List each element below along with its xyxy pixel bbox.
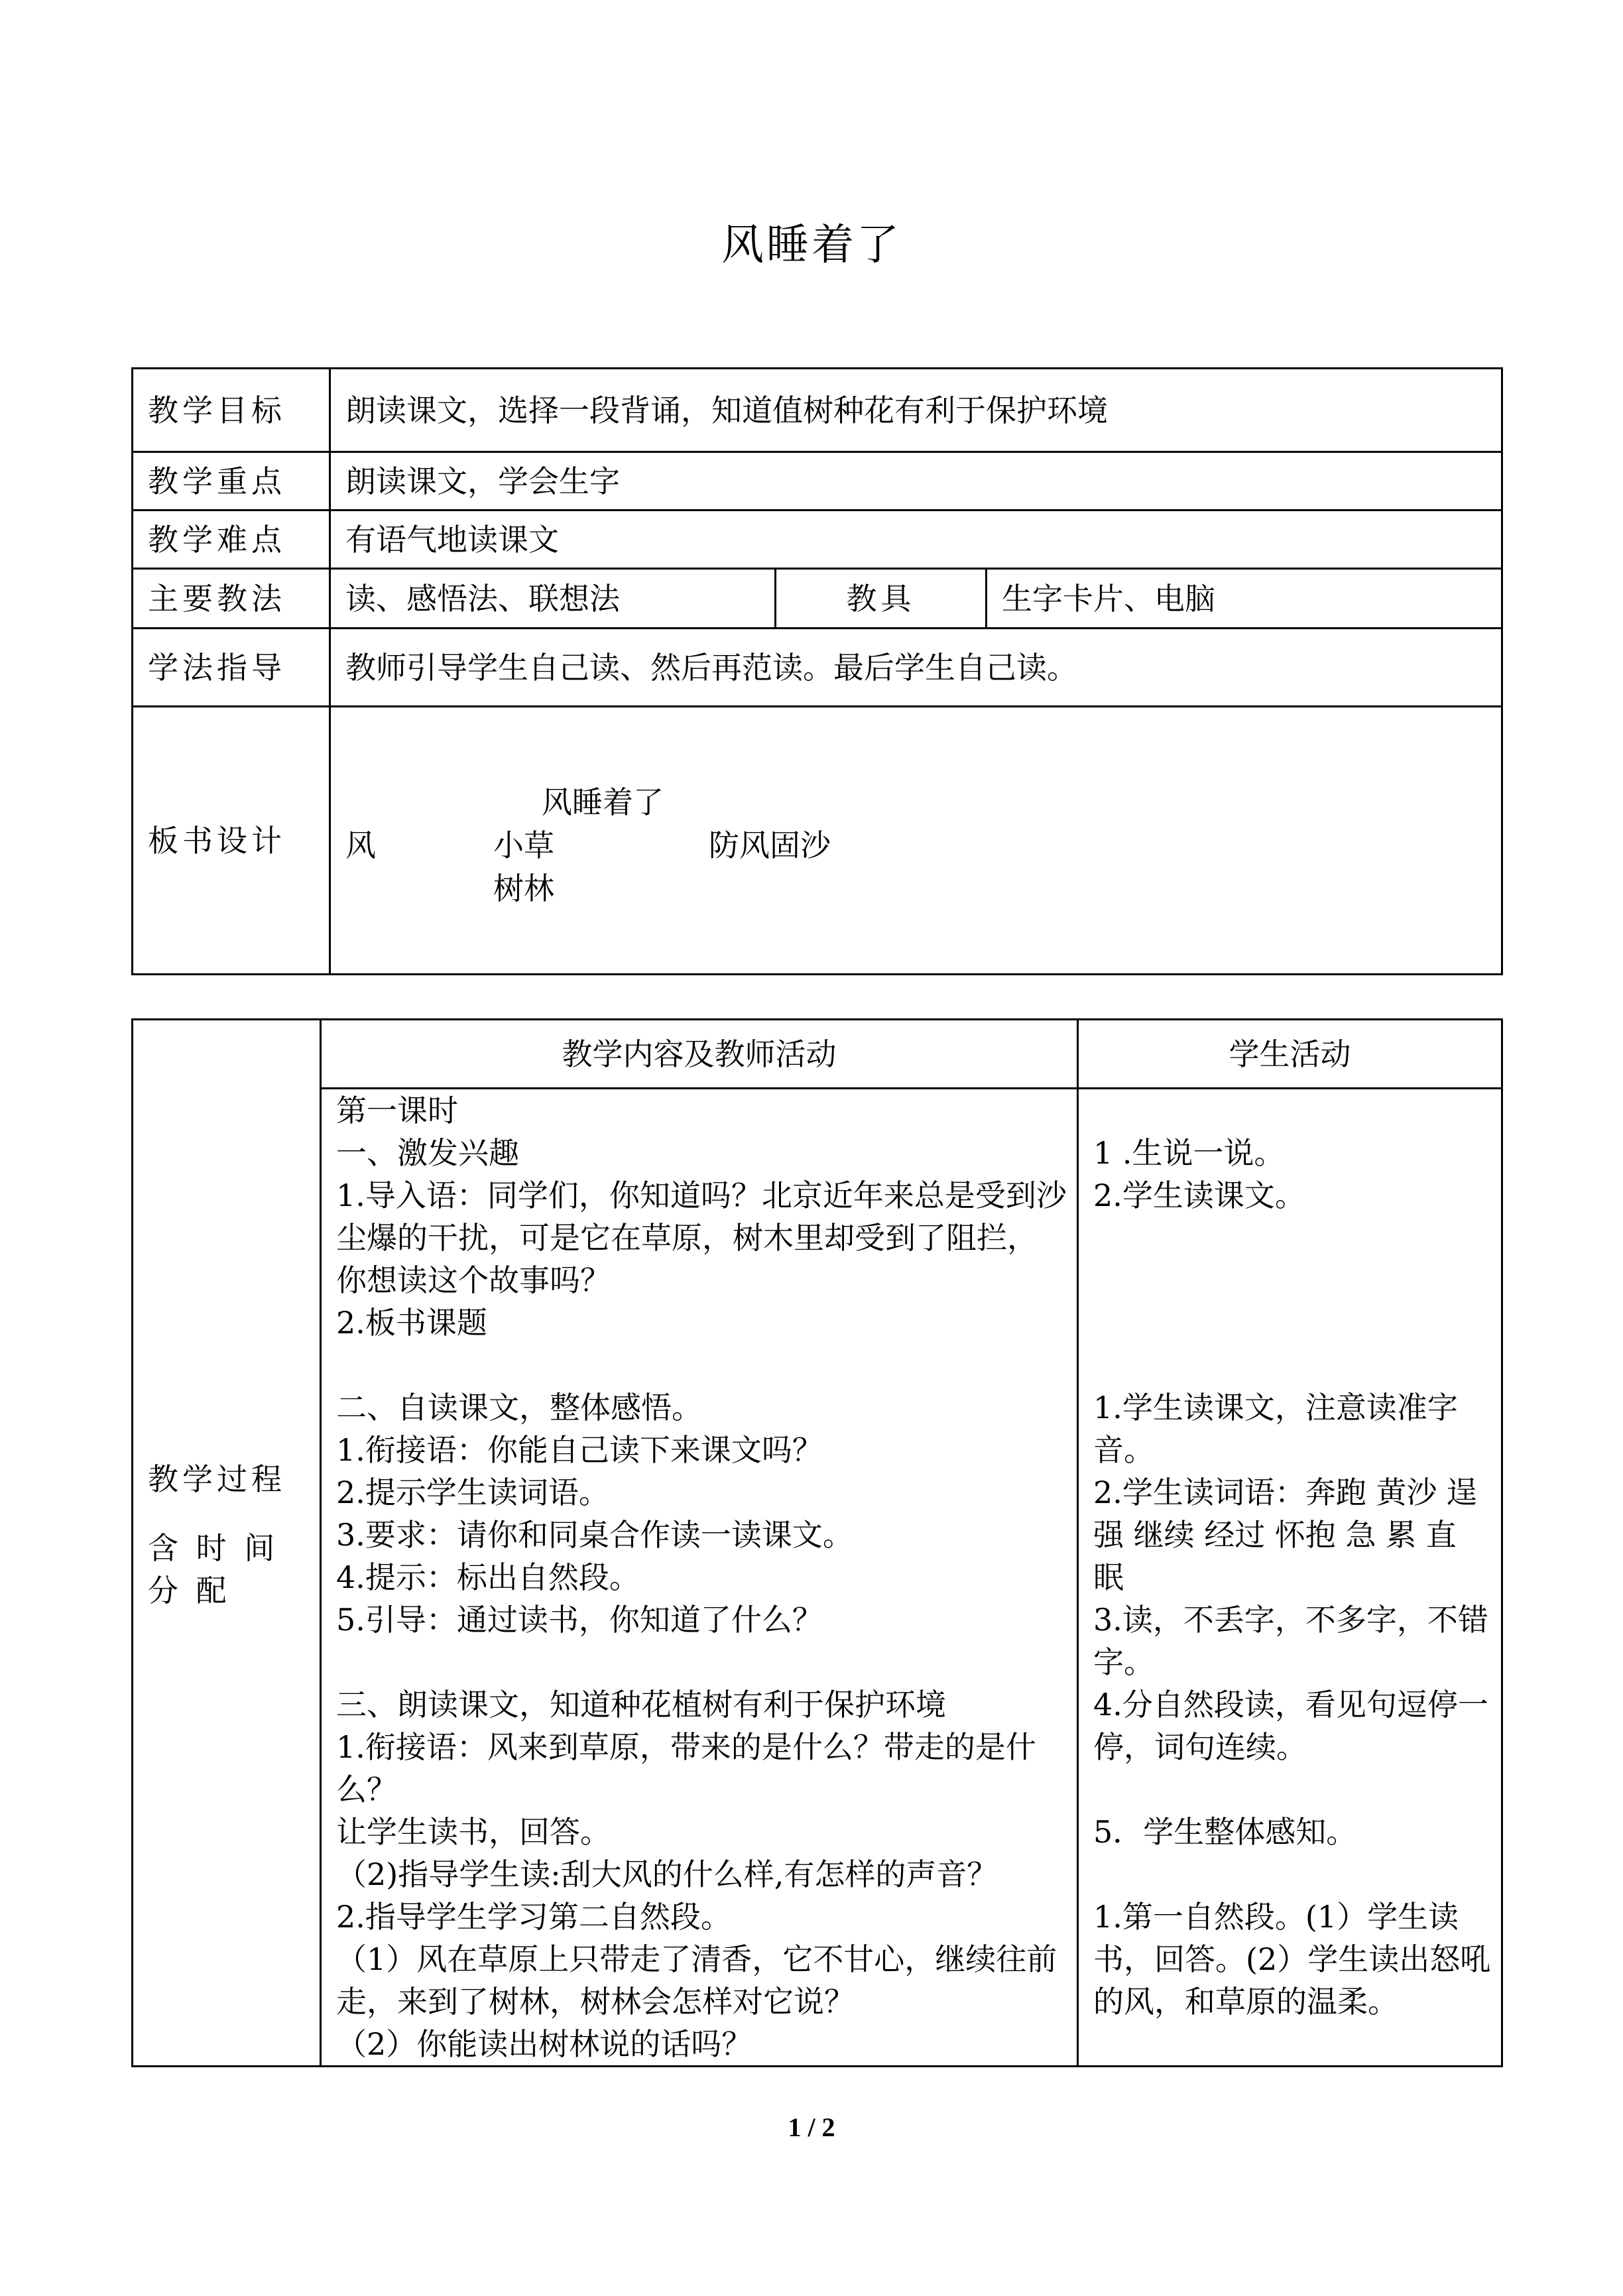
row-focus: [133, 452, 1502, 511]
student-line: 2.学生读词语：奔跑 黄沙 逞强 继续 经过 怀抱 急 累 直 眠: [1093, 1475, 1478, 1595]
row-difficulty: [133, 511, 1502, 569]
teacher-line: 让学生读书，回答。: [336, 1814, 611, 1850]
student-line: [1093, 1768, 1492, 1811]
row-goal: [133, 369, 1502, 452]
teacher-line: 1.导入语：同学们，你知道吗？北京近年来总是受到沙尘爆的干扰，可是它在草原，树木里却受到了阻拦，你想读这个故事吗？: [336, 1178, 1067, 1298]
goal-label: 教学目标: [133, 369, 330, 452]
teacher-line: 2.指导学生学习第二自然段。: [336, 1899, 731, 1935]
student-line: 1.第一自然段。(1）学生读书，回答。(2）学生读出怒吼的风，和草原的温柔。: [1093, 1899, 1491, 2020]
board-grass: 小草: [493, 827, 554, 863]
side-label-process: 教学过程: [148, 1461, 286, 1497]
student-line: 1 .生说一说。: [1093, 1135, 1285, 1171]
board-title: 风睡着了: [542, 784, 664, 820]
student-line: 2.学生读课文。: [1093, 1178, 1305, 1213]
board-label: 板书设计: [133, 707, 330, 975]
document-title: 风睡着了: [721, 221, 902, 270]
focus-value: 朗读课文，学会生字: [330, 452, 1502, 511]
student-line: 5．学生整体感知。: [1093, 1814, 1357, 1850]
tools-value: 生字卡片、电脑: [987, 569, 1502, 629]
teacher-line: （2)指导学生读:刮大风的什么样,有怎样的声音？: [336, 1856, 998, 1892]
process-header-row: [133, 1020, 1502, 1089]
teacher-lines: [336, 1089, 1067, 2065]
method-label: 主要教法: [133, 569, 330, 629]
teacher-header: 教学内容及教师活动: [321, 1020, 1078, 1089]
page-number: 1 / 2: [788, 2112, 835, 2142]
teacher-line: 1.衔接语：风来到草原，带来的是什么？带走的是什么？: [336, 1729, 1036, 1807]
row-board: [133, 707, 1502, 975]
student-line: [1093, 1259, 1492, 1301]
student-header: 学生活动: [1078, 1020, 1502, 1089]
teacher-line: 1.衔接语：你能自己读下来课文吗？: [336, 1432, 823, 1468]
student-line: 1.学生读课文，注意读准字音。: [1093, 1390, 1458, 1468]
teacher-line: 第一课时: [336, 1093, 458, 1128]
teacher-line: 2.板书课题: [336, 1305, 487, 1341]
process-body-row: [133, 1089, 1502, 2067]
student-line: [1093, 1301, 1492, 1344]
board-forest: 树林: [493, 870, 554, 906]
student-line: [1093, 1344, 1492, 1386]
teacher-line: [336, 1344, 1067, 1386]
student-line: [1093, 1217, 1492, 1259]
student-line: 3.读，不丢字，不多字，不错字。: [1093, 1602, 1488, 1680]
guide-label: 学法指导: [133, 629, 330, 707]
board-result: 防风固沙: [709, 827, 831, 863]
teacher-line: （1）风在草原上只带走了清香，它不甘心，继续往前走，来到了树林，树林会怎样对它说？: [336, 1941, 1057, 2020]
row-method: [133, 569, 1502, 629]
teacher-line: （2）你能读出树林说的话吗？: [336, 2026, 752, 2062]
board-content: [331, 708, 1501, 973]
difficulty-value: 有语气地读课文: [330, 511, 1502, 569]
board-wind: 风: [345, 827, 376, 863]
teacher-line: 3.要求：请你和同桌合作读一读课文。: [336, 1517, 853, 1553]
board-design: [330, 707, 1502, 975]
teacher-line: 二、自读课文，整体感悟。: [336, 1390, 702, 1425]
teacher-activities: [321, 1089, 1078, 2067]
teacher-line: 三、朗读课文，知道种花植树有利于保护环境: [336, 1687, 946, 1722]
teacher-line: 2.提示学生读词语。: [336, 1475, 609, 1510]
student-activities: [1078, 1089, 1502, 2067]
goal-value: 朗读课文，选择一段背诵，知道值树种花有利于保护环境: [330, 369, 1502, 452]
teacher-line: 一、激发兴趣: [336, 1135, 519, 1171]
row-guide: [133, 629, 1502, 707]
student-line: [1093, 1089, 1492, 1132]
side-label-time: 含 时 间 分 配: [148, 1530, 279, 1608]
tools-label: 教具: [776, 569, 987, 629]
student-lines: [1093, 1089, 1492, 2023]
teaching-process-table: [131, 1018, 1503, 2067]
student-line: [1093, 1853, 1492, 1896]
method-value: 读、感悟法、联想法: [330, 569, 776, 629]
teacher-line: [336, 1641, 1067, 1683]
teacher-line: 5.引导：通过读书，你知道了什么？: [336, 1602, 823, 1638]
lesson-info-table: [131, 367, 1503, 975]
process-side-label: [133, 1020, 321, 2067]
teacher-line: 4.提示：标出自然段。: [336, 1559, 640, 1595]
student-line: 4.分自然段读，看见句逗停一停，词句连续。: [1093, 1687, 1488, 1765]
focus-label: 教学重点: [133, 452, 330, 511]
guide-value: 教师引导学生自己读、然后再范读。最后学生自己读。: [330, 629, 1502, 707]
difficulty-label: 教学难点: [133, 511, 330, 569]
